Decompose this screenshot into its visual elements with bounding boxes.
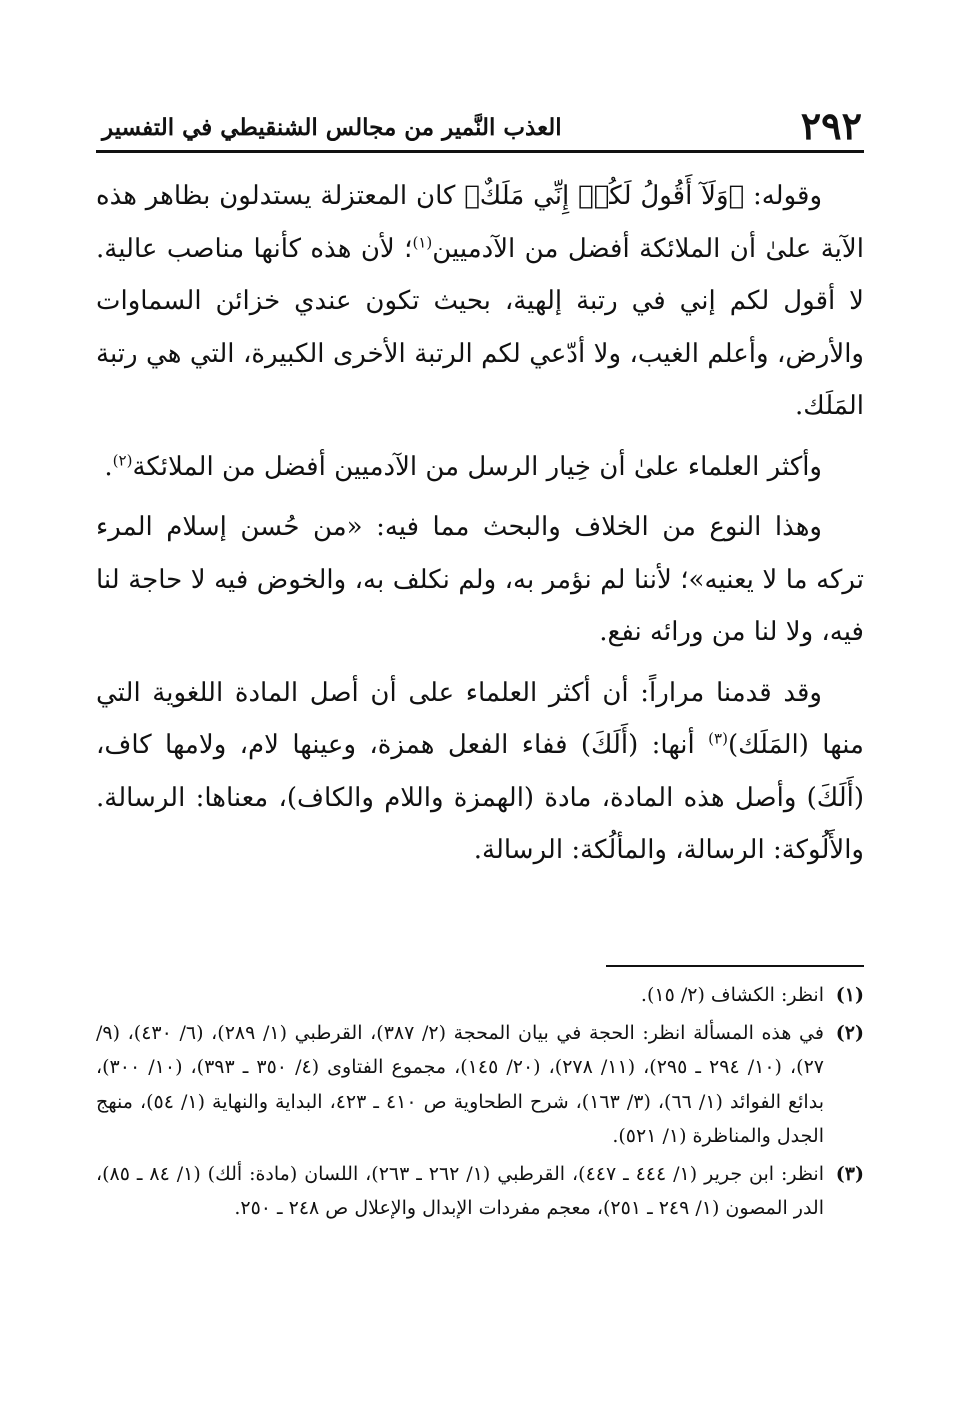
- footnote-text: انظر: ابن جرير (١/ ٤٤٤ ـ ٤٤٧)، القرطبي (١/ ٢٦٢ ـ ٢٦٣)، اللسان (مادة: ألك) (١/ ٨٤ ـ ٨٥)، الدر المصون (١/ ٢٤٩ ـ ٢٥١)، معجم مفردات الإبدال والإعلال ص ٢٤٨ ـ ٢٥٠.: [96, 1162, 824, 1219]
- footnote: [96, 978, 864, 1013]
- footnote-ref: (٣): [708, 729, 728, 748]
- paragraph: [96, 501, 864, 659]
- paragraph-text: وقوله: ﴿وَلَآ أَقُولُ لَكُمۡ إِنِّي مَلَكٌ﴾ كان المعتزلة يستدلون بظاهر هذه الآية علىٰ أن الملائكة أفضل من الآدميين: [96, 181, 864, 264]
- footnote-number: (٢): [835, 1021, 864, 1044]
- footnote: [96, 1016, 864, 1154]
- footnote-number: (١): [835, 984, 864, 1006]
- footnote-ref: (٢): [112, 450, 133, 469]
- footnote-separator: [606, 965, 864, 967]
- footnote: [96, 1157, 864, 1226]
- paragraph: [96, 441, 864, 494]
- page-header: [96, 100, 864, 153]
- paragraph: [96, 170, 864, 433]
- footnote-ref: (١): [412, 232, 433, 251]
- paragraph-text-tail: ؛ لأن هذه كأنها مناصب عالية. لا أقول لكم إني في رتبة إلهية، بحيث تكون عندي خزائن السماوات والأرض، وأعلم الغيب، ولا أدّعي لكم الرتبة الأخرى الكبيرة، التي هي رتبة المَلَك.: [96, 233, 864, 421]
- paragraph-text-tail: أنها: (أَلَكَ) ففاء الفعل همزة، وعينها لام، ولامها كاف، (أَلَكَ) وأصل هذه المادة، مادة (الهمزة واللام والكاف)، معناها: الرسالة. والأَلُوكة: الرسالة، والمألُكة: الرسالة.: [96, 730, 864, 865]
- main-text: [96, 170, 864, 877]
- paragraph-text: وهذا النوع من الخلاف والبحث مما فيه: «من حُسن إسلام المرء تركه ما لا يعنيه»؛ لأننا لم نؤمر به، ولم نكلف به، والخوض فيه لا حاجة لنا فيه، ولا لنا من ورائه نفع.: [96, 512, 864, 647]
- footnote-text: في هذه المسألة انظر: الحجة في بيان المحجة (٢/ ٣٨٧)، القرطبي (١/ ٢٨٩)، (٦/ ٤٣٠)، (٩/ ٢٧)، (١٠/ ٢٩٤ ـ ٢٩٥)، (١١/ ٢٧٨)، (٢٠/ ١٤٥)، مجموع الفتاوى (٤/ ٣٥٠ ـ ٣٩٣)، (١٠/ ٣٠٠)، بدائع الفوائد (١/ ٦٦)، (٣/ ١٦٣)، شرح الطحاوية ص ٤١٠ ـ ٤٢٣، البداية والنهاية (١/ ٥٤)، منهج الجدل والمناظرة (١/ ٥٢١).: [96, 1021, 824, 1147]
- paragraph: [96, 667, 864, 877]
- running-title: العذب النَّمير من مجالس الشنقيطي في التفسير: [102, 114, 562, 141]
- footnote-number: (٣): [835, 1162, 864, 1185]
- page-number: ٢٩٢: [800, 103, 862, 148]
- paragraph-text: وأكثر العلماء علىٰ أن خِيار الرسل من الآدميين أفضل من الملائكة: [132, 451, 822, 482]
- footnotes: [96, 978, 864, 1229]
- paragraph-text: وقد قدمنا مراراً: أن أكثر العلماء على أن أصل المادة اللغوية التي منها (المَلَك): [96, 677, 864, 760]
- footnote-text: انظر: الكشاف (٢/ ١٥).: [640, 984, 824, 1006]
- paragraph-text-tail: .: [104, 451, 113, 482]
